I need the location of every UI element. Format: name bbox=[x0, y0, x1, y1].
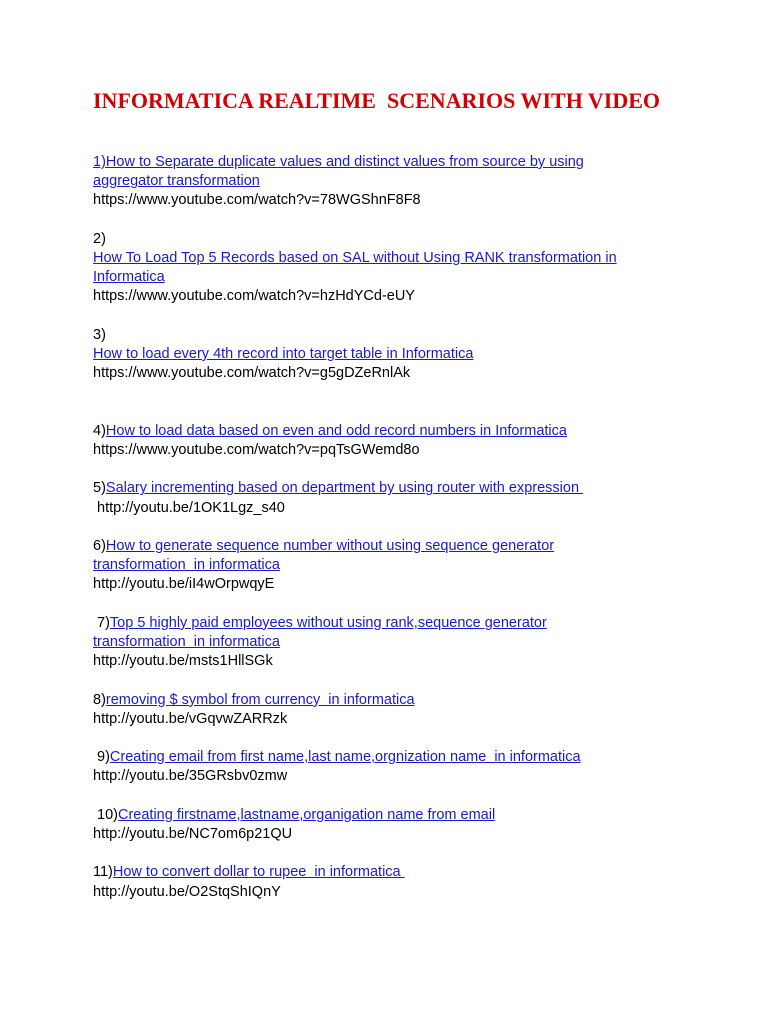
entry-header-continued bbox=[93, 172, 673, 191]
scenario-entry-5 bbox=[93, 479, 673, 517]
video-url: https://www.youtube.com/watch?v=g5gDZeRnlAk bbox=[93, 365, 411, 382]
entry-header bbox=[93, 153, 673, 172]
scenario-link-continued[interactable]: Informatica bbox=[93, 269, 165, 286]
video-url: http://youtu.be/iI4wOrpwqyE bbox=[93, 576, 275, 593]
video-url: https://www.youtube.com/watch?v=78WGShnF8F8 bbox=[93, 192, 421, 209]
scenario-entry-6 bbox=[93, 537, 673, 595]
scenario-entry-3 bbox=[93, 326, 673, 384]
scenario-link-continued[interactable]: aggregator transformation bbox=[93, 173, 260, 190]
scenario-entry-8 bbox=[93, 691, 673, 729]
entry-header bbox=[93, 422, 673, 441]
video-url: https://www.youtube.com/watch?v=hzHdYCd-eUY bbox=[93, 288, 415, 305]
entry-header-continued bbox=[93, 556, 673, 575]
scenario-entry-10 bbox=[93, 806, 673, 844]
entry-header bbox=[93, 479, 673, 498]
scenario-number: 4) bbox=[93, 422, 106, 439]
scenario-link[interactable]: Creating firstname,lastname,organigation name from email bbox=[118, 806, 496, 823]
scenario-entry-4 bbox=[93, 422, 673, 460]
scenario-link[interactable]: Salary incrementing based on department by using router with expression bbox=[105, 480, 584, 497]
entry-header bbox=[93, 249, 673, 268]
scenario-link[interactable]: How to generate sequence number without using sequence generator bbox=[105, 537, 555, 554]
video-url: http://youtu.be/msts1HllSGk bbox=[93, 653, 273, 670]
scenario-link[interactable]: Creating email from first name,last name,orgnization name in informatica bbox=[109, 749, 581, 766]
scenario-list bbox=[93, 153, 673, 902]
scenario-number: 2) bbox=[93, 230, 106, 247]
scenario-number: 7) bbox=[93, 614, 110, 631]
video-url: http://youtu.be/NC7om6p21QU bbox=[93, 825, 293, 842]
scenario-number: 10) bbox=[93, 806, 118, 823]
video-url: http://youtu.be/O2StqShIQnY bbox=[93, 883, 281, 900]
scenario-number: 8) bbox=[93, 691, 106, 708]
scenario-link[interactable]: How to load data based on even and odd record numbers in Informatica bbox=[105, 422, 567, 439]
scenario-link[interactable]: Top 5 highly paid employees without using rank,sequence generator bbox=[109, 614, 547, 631]
scenario-entry-1 bbox=[93, 153, 673, 211]
scenario-entry-7 bbox=[93, 614, 673, 672]
entry-header bbox=[93, 614, 673, 633]
video-url: http://youtu.be/vGqvwZARRzk bbox=[93, 710, 288, 727]
entry-header bbox=[93, 537, 673, 556]
entry-header-continued bbox=[93, 268, 673, 287]
video-url: https://www.youtube.com/watch?v=pqTsGWemd8o bbox=[93, 442, 420, 458]
entry-header bbox=[93, 691, 673, 710]
scenario-entry-2 bbox=[93, 230, 673, 307]
scenario-entry-9 bbox=[93, 748, 673, 786]
video-url: http://youtu.be/1OK1Lgz_s40 bbox=[93, 499, 285, 516]
entry-header bbox=[93, 345, 673, 364]
video-url: http://youtu.be/35GRsbv0zmw bbox=[93, 768, 288, 785]
link-text: How to Separate duplicate values and distinct values from source by using bbox=[105, 154, 584, 170]
scenario-number: 1) bbox=[93, 154, 106, 170]
scenario-entry-11 bbox=[93, 863, 673, 901]
entry-header-continued bbox=[93, 633, 673, 652]
scenario-link-continued[interactable]: transformation in informatica bbox=[93, 633, 280, 650]
scenario-number: 6) bbox=[93, 537, 106, 554]
scenario-number: 9) bbox=[93, 749, 110, 766]
scenario-link[interactable]: How To Load Top 5 Records based on SAL without Using RANK transformation in bbox=[93, 250, 617, 266]
page-title: INFORMATICA REALTIME SCENARIOS WITH VIDEO bbox=[93, 88, 661, 113]
entry-header bbox=[93, 748, 673, 767]
scenario-link[interactable]: How to convert dollar to rupee in informatica bbox=[112, 864, 405, 881]
scenario-link-continued[interactable]: transformation in informatica bbox=[93, 557, 280, 574]
entry-header bbox=[93, 863, 673, 882]
scenario-link[interactable]: How to load every 4th record into target table in Informatica bbox=[93, 346, 474, 362]
scenario-number: 11) bbox=[93, 864, 113, 881]
entry-header bbox=[93, 806, 673, 825]
scenario-number: 5) bbox=[93, 480, 106, 497]
scenario-link[interactable] bbox=[93, 154, 584, 170]
scenario-number: 3) bbox=[93, 326, 106, 343]
scenario-link[interactable]: removing $ symbol from currency in informatica bbox=[105, 691, 415, 708]
